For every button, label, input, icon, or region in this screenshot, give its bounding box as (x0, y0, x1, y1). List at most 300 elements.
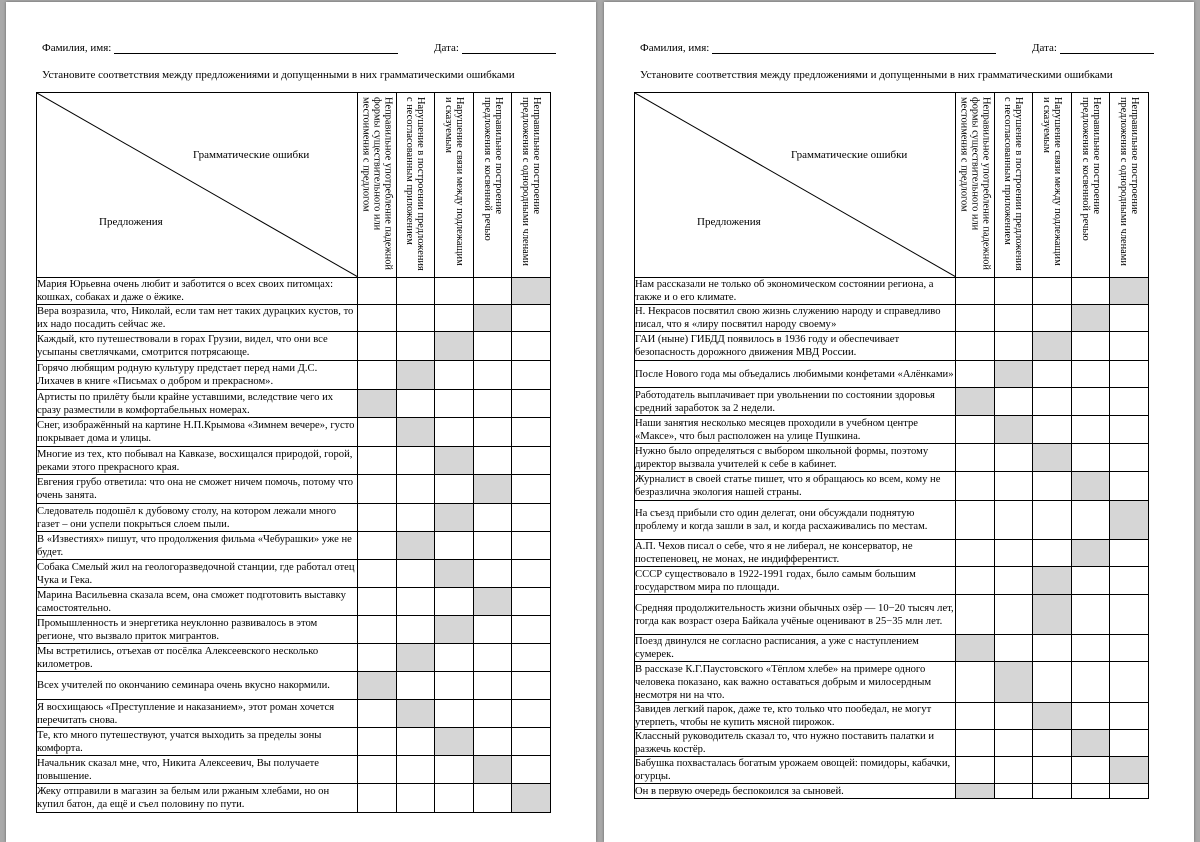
answer-cell[interactable] (473, 784, 512, 813)
table-row (635, 567, 1149, 595)
answer-cell[interactable] (1033, 388, 1072, 416)
worksheet-page-right (604, 2, 1194, 842)
table-row (635, 757, 1149, 784)
table-row (37, 361, 551, 390)
answer-cell[interactable] (473, 447, 512, 475)
error-column-label: Неправильное построение предложения с косвенной речью (481, 97, 504, 241)
error-column-label: Неправильное построение предложения с однородными членами (520, 97, 543, 266)
answer-cell[interactable] (396, 504, 435, 532)
answer-cell[interactable] (396, 447, 435, 475)
answer-cell[interactable] (435, 278, 474, 305)
answer-cell[interactable] (396, 475, 435, 504)
answer-cell[interactable] (512, 700, 551, 728)
answer-cell-shaded (435, 728, 474, 756)
answer-cell[interactable] (956, 567, 995, 595)
answer-cell[interactable] (358, 504, 397, 532)
answer-cell[interactable] (994, 388, 1033, 416)
answer-cell-shaded (1110, 757, 1149, 784)
answer-cell[interactable] (473, 560, 512, 588)
answer-cell-shaded (396, 418, 435, 447)
answer-cell[interactable] (1033, 540, 1072, 567)
error-column-label: Неправильное употребление падежной формы существительного или местоимения с предлогом (360, 97, 394, 270)
error-column-label: Нарушение в построении предложения с несогласованным приложением (1002, 97, 1025, 271)
sentence-cell: Н. Некрасов посвятил свою жизнь служению народу и справедливо писал, что я «лиру посвятил народу своему» (635, 305, 956, 332)
answer-cell[interactable] (994, 757, 1033, 784)
answer-cell[interactable] (358, 644, 397, 672)
answer-cell[interactable] (358, 560, 397, 588)
answer-cell[interactable] (1071, 703, 1110, 730)
answer-cell[interactable] (994, 332, 1033, 361)
date-label: Дата: (434, 42, 459, 54)
answer-cell[interactable] (512, 672, 551, 700)
table-row (37, 447, 551, 475)
answer-cell[interactable] (994, 501, 1033, 540)
table-row (37, 475, 551, 504)
answer-cell[interactable] (435, 532, 474, 560)
answer-cell[interactable] (396, 560, 435, 588)
answer-cell[interactable] (1033, 416, 1072, 444)
answer-cell[interactable] (473, 504, 512, 532)
answer-cell-shaded (1071, 540, 1110, 567)
answer-cell[interactable] (512, 560, 551, 588)
answer-cell[interactable] (512, 532, 551, 560)
answer-cell[interactable] (1071, 361, 1110, 388)
answer-cell-shaded (1071, 305, 1110, 332)
answer-cell[interactable] (358, 305, 397, 332)
answer-cell-shaded (435, 447, 474, 475)
table-row (37, 588, 551, 616)
table-header-row (635, 93, 1149, 278)
answer-cell[interactable] (473, 672, 512, 700)
diagonal-header-cell (37, 93, 358, 278)
error-column-label: Нарушение в построении предложения с несогласованным приложением (404, 97, 427, 271)
answer-cell[interactable] (358, 616, 397, 644)
answer-cell[interactable] (435, 784, 474, 813)
sentence-cell: Нужно было определяться с выбором школьной формы, поэтому директор вызвала учителей к себе в кабинет. (635, 444, 956, 472)
answer-cell-shaded (1033, 444, 1072, 472)
table-row (37, 700, 551, 728)
answer-cell[interactable] (358, 784, 397, 813)
sentence-cell: Вера возразила, что, Николай, если там нет таких дурацких кустов, то их надо посадить сейчас же. (37, 305, 358, 332)
answer-cell[interactable] (956, 662, 995, 703)
worksheet-page-left (6, 2, 596, 842)
answer-cell[interactable] (1110, 472, 1149, 501)
answer-cell[interactable] (396, 616, 435, 644)
sentences-axis-label: Предложения (697, 216, 761, 228)
sentence-cell: Наши занятия несколько месяцев проходили в учебном центре «Максе», что был расположен на улице Пушкина. (635, 416, 956, 444)
answer-cell[interactable] (1033, 635, 1072, 662)
answer-cell[interactable] (435, 305, 474, 332)
answer-cell[interactable] (358, 700, 397, 728)
answer-cell-shaded (956, 784, 995, 799)
answer-cell[interactable] (396, 390, 435, 418)
answer-cell[interactable] (396, 588, 435, 616)
answer-cell[interactable] (1110, 730, 1149, 757)
answer-cell[interactable] (1033, 501, 1072, 540)
answer-cell[interactable] (512, 616, 551, 644)
sentence-cell: Собака Смелый жил на геологоразведочной станции, где работал отец Чука и Гека. (37, 560, 358, 588)
answer-cell[interactable] (512, 305, 551, 332)
answer-cell[interactable] (1033, 278, 1072, 305)
answer-cell[interactable] (1071, 595, 1110, 635)
table-row (635, 703, 1149, 730)
answer-cell[interactable] (1033, 757, 1072, 784)
answer-cell[interactable] (956, 361, 995, 388)
answer-cell-shaded (1071, 730, 1110, 757)
answer-cell[interactable] (512, 588, 551, 616)
diagonal-line (37, 93, 358, 277)
sentences-axis-label: Предложения (99, 216, 163, 228)
error-column-label: Нарушение связи между подлежащим и сказуемым (442, 97, 465, 266)
errors-axis-label: Грамматические ошибки (791, 149, 908, 161)
answer-cell[interactable] (512, 756, 551, 784)
answer-cell[interactable] (1110, 361, 1149, 388)
table-row (37, 644, 551, 672)
answer-cell[interactable] (512, 361, 551, 390)
sentence-cell: Многие из тех, кто побывал на Кавказе, восхищался природой, горой, реками этого прекрасного края. (37, 447, 358, 475)
answer-cell[interactable] (473, 728, 512, 756)
diagonal-divider (37, 93, 358, 277)
answer-cell[interactable] (1110, 567, 1149, 595)
table-row (635, 444, 1149, 472)
answer-cell[interactable] (956, 472, 995, 501)
sentence-cell: А.П. Чехов писал о себе, что я не либерал, не консерватор, не постепеновец, не монах, не индифферентист. (635, 540, 956, 567)
table-row (37, 616, 551, 644)
sentence-cell: Начальник сказал мне, что, Никита Алексеевич, Вы получаете повышение. (37, 756, 358, 784)
answer-cell[interactable] (1071, 416, 1110, 444)
table-row (37, 504, 551, 532)
sentence-cell: После Нового года мы объедались любимыми конфетами «Алёнками» (635, 361, 956, 388)
answer-cell[interactable] (994, 703, 1033, 730)
answer-cell[interactable] (1071, 757, 1110, 784)
answer-cell-shaded (435, 616, 474, 644)
answer-cell-shaded (1033, 703, 1072, 730)
sentence-cell: Следователь подошёл к дубовому столу, на котором лежали много газет – они успели покрыться слоем пыли. (37, 504, 358, 532)
answer-cell-shaded (435, 560, 474, 588)
table-row (635, 332, 1149, 361)
sentence-cell: Евгения грубо ответила: что она не сможет ничем помочь, потому что очень занята. (37, 475, 358, 504)
answer-cell[interactable] (512, 418, 551, 447)
table-row (37, 278, 551, 305)
table-row (635, 540, 1149, 567)
answer-cell[interactable] (473, 361, 512, 390)
answer-cell[interactable] (358, 588, 397, 616)
answer-cell[interactable] (1071, 501, 1110, 540)
error-column-header-4 (473, 93, 512, 278)
error-column-header-2 (396, 93, 435, 278)
diagonal-divider (635, 93, 956, 277)
name-label: Фамилия, имя: (42, 42, 112, 54)
answer-cell[interactable] (994, 472, 1033, 501)
answer-cell[interactable] (956, 703, 995, 730)
answer-cell[interactable] (1110, 416, 1149, 444)
answer-cell[interactable] (512, 504, 551, 532)
date-field-row (1032, 42, 1154, 54)
name-blank-line[interactable] (114, 42, 398, 54)
answer-cell-shaded (512, 278, 551, 305)
answer-cell[interactable] (473, 278, 512, 305)
answer-cell[interactable] (435, 418, 474, 447)
table-row (635, 595, 1149, 635)
sentence-cell: Артисты по прилёту были крайне уставшими, вследствие чего их сразу разместили в комфортабельных номерах. (37, 390, 358, 418)
answer-cell[interactable] (1110, 635, 1149, 662)
answer-cell[interactable] (435, 672, 474, 700)
answer-cell[interactable] (956, 332, 995, 361)
answer-cell[interactable] (1071, 635, 1110, 662)
answer-cell-shaded (396, 644, 435, 672)
sentence-cell: Каждый, кто путешествовали в горах Грузии, видел, что они все усыпаны светлячками, смотрится потрясающе. (37, 332, 358, 361)
answer-cell[interactable] (473, 616, 512, 644)
sentence-cell: Жеку отправили в магазин за белым или ржаным хлебами, но он купил батон, да ещё и съел половину по пути. (37, 784, 358, 813)
sentence-cell: Всех учителей по окончанию семинара очень вкусно накормили. (37, 672, 358, 700)
answer-cell-shaded (1071, 472, 1110, 501)
answer-cell[interactable] (1110, 784, 1149, 799)
error-column-header-1 (956, 93, 995, 278)
error-column-label: Неправильное построение предложения с однородными членами (1118, 97, 1141, 266)
answer-cell-shaded (994, 361, 1033, 388)
sentence-cell: Поезд двинулся не согласно расписания, а уже с наступлением сумерек. (635, 635, 956, 662)
answer-cell[interactable] (956, 305, 995, 332)
answer-cell[interactable] (994, 540, 1033, 567)
answer-cell[interactable] (473, 390, 512, 418)
answer-cell-shaded (396, 532, 435, 560)
matching-table-right (634, 92, 1149, 799)
answer-cell[interactable] (435, 390, 474, 418)
answer-cell[interactable] (473, 332, 512, 361)
answer-cell[interactable] (956, 757, 995, 784)
sentence-cell: Работодатель выплачивает при увольнении по состоянии здоровья средний заработок за 2 недели. (635, 388, 956, 416)
answer-cell[interactable] (435, 756, 474, 784)
answer-cell[interactable] (1033, 784, 1072, 799)
table-row (37, 332, 551, 361)
sentence-cell: Журналист в своей статье пишет, что я обращаюсь ко всем, кому не безразлична экология нашей страны. (635, 472, 956, 501)
sentence-cell: Нам рассказали не только об экономическом состоянии региона, а также и о его климате. (635, 278, 956, 305)
answer-cell[interactable] (1071, 444, 1110, 472)
answer-cell-shaded (512, 784, 551, 813)
answer-cell[interactable] (512, 332, 551, 361)
error-column-header-5 (1110, 93, 1149, 278)
error-column-header-3 (435, 93, 474, 278)
answer-cell[interactable] (1033, 472, 1072, 501)
name-field-row (42, 42, 398, 54)
matching-table-left (36, 92, 551, 813)
answer-cell[interactable] (512, 728, 551, 756)
table-header-row (37, 93, 551, 278)
answer-cell[interactable] (396, 672, 435, 700)
sentence-cell: ГАИ (ныне) ГИБДД появилось в 1936 году и обеспечивает безопасность дорожного движения МВД России. (635, 332, 956, 361)
table-row (635, 501, 1149, 540)
table-row (635, 278, 1149, 305)
answer-cell[interactable] (956, 444, 995, 472)
answer-cell[interactable] (1110, 662, 1149, 703)
answer-cell[interactable] (994, 595, 1033, 635)
error-column-header-3 (1033, 93, 1072, 278)
sentence-cell: В «Известиях» пишут, что продолжения фильма «Чебурашки» уже не будет. (37, 532, 358, 560)
answer-cell[interactable] (358, 447, 397, 475)
answer-cell[interactable] (435, 700, 474, 728)
error-column-label: Неправильное употребление падежной формы существительного или местоимения с предлогом (958, 97, 992, 270)
error-column-header-5 (512, 93, 551, 278)
answer-cell[interactable] (396, 305, 435, 332)
sentence-cell: Мы встретились, отъехав от посёлка Алексеевского несколько километров. (37, 644, 358, 672)
answer-cell[interactable] (435, 475, 474, 504)
table-row (635, 730, 1149, 757)
answer-cell-shaded (473, 475, 512, 504)
answer-cell-shaded (473, 756, 512, 784)
table-row (37, 418, 551, 447)
answer-cell-shaded (473, 305, 512, 332)
answer-cell[interactable] (473, 644, 512, 672)
table-row (635, 784, 1149, 799)
answer-cell[interactable] (1071, 567, 1110, 595)
name-label: Фамилия, имя: (640, 42, 710, 54)
answer-cell[interactable] (994, 784, 1033, 799)
answer-cell-shaded (435, 332, 474, 361)
sentence-cell: Я восхищаюсь «Преступление и наказанием», этот роман хочется перечитать снова. (37, 700, 358, 728)
date-blank-line[interactable] (462, 42, 556, 54)
answer-cell[interactable] (396, 728, 435, 756)
error-column-header-4 (1071, 93, 1110, 278)
answer-cell[interactable] (358, 418, 397, 447)
answer-cell[interactable] (396, 278, 435, 305)
answer-cell-shaded (473, 588, 512, 616)
answer-cell-shaded (396, 361, 435, 390)
answer-cell[interactable] (1110, 703, 1149, 730)
table-row (635, 416, 1149, 444)
answer-cell[interactable] (1033, 305, 1072, 332)
table-row (635, 472, 1149, 501)
answer-cell[interactable] (956, 278, 995, 305)
answer-cell[interactable] (358, 756, 397, 784)
answer-cell[interactable] (435, 644, 474, 672)
answer-cell-shaded (435, 504, 474, 532)
table-row (37, 672, 551, 700)
answer-cell[interactable] (358, 361, 397, 390)
answer-cell[interactable] (358, 532, 397, 560)
answer-cell[interactable] (512, 475, 551, 504)
instruction-text: Установите соответствия между предложениями и допущенными в них грамматическими ошибками (640, 69, 1113, 81)
answer-cell[interactable] (1110, 305, 1149, 332)
answer-cell[interactable] (473, 418, 512, 447)
answer-cell[interactable] (994, 278, 1033, 305)
answer-cell[interactable] (1071, 784, 1110, 799)
sentence-cell: Бабушка похвасталась богатым урожаем овощей: помидоры, кабачки, огурцы. (635, 757, 956, 784)
answer-cell-shaded (994, 662, 1033, 703)
answer-cell[interactable] (1110, 332, 1149, 361)
answer-cell[interactable] (1110, 444, 1149, 472)
answer-cell[interactable] (994, 567, 1033, 595)
table-row (37, 532, 551, 560)
date-field-row (434, 42, 556, 54)
answer-cell[interactable] (1071, 388, 1110, 416)
answer-cell[interactable] (473, 700, 512, 728)
errors-axis-label: Грамматические ошибки (193, 149, 310, 161)
name-blank-line[interactable] (712, 42, 996, 54)
answer-cell[interactable] (435, 361, 474, 390)
sentence-cell: Средняя продолжительность жизни обычных озёр — 10−20 тысяч лет, тогда как возраст озера Байкала учёные оценивают в 25−35 млн лет. (635, 595, 956, 635)
sentence-cell: Те, кто много путешествуют, учатся выходить за пределы зоны комфорта. (37, 728, 358, 756)
answer-cell-shaded (994, 416, 1033, 444)
error-column-header-2 (994, 93, 1033, 278)
answer-cell[interactable] (1033, 361, 1072, 388)
answer-cell-shaded (956, 635, 995, 662)
answer-cell-shaded (1033, 332, 1072, 361)
answer-cell[interactable] (396, 332, 435, 361)
sentence-cell: Снег, изображённый на картине Н.П.Крымова «Зимнем вечере», густо покрывает дома и улицы. (37, 418, 358, 447)
answer-cell[interactable] (1110, 595, 1149, 635)
answer-cell-shaded (956, 388, 995, 416)
answer-cell[interactable] (1071, 662, 1110, 703)
answer-cell[interactable] (994, 730, 1033, 757)
answer-cell[interactable] (358, 728, 397, 756)
answer-cell[interactable] (994, 635, 1033, 662)
sentence-cell: Промышленность и энергетика неуклонно развивалось в этом регионе, что вызвало приток мигрантов. (37, 616, 358, 644)
answer-cell[interactable] (1033, 662, 1072, 703)
answer-cell[interactable] (956, 416, 995, 444)
answer-cell[interactable] (435, 588, 474, 616)
answer-cell[interactable] (396, 784, 435, 813)
sentence-cell: В рассказе К.Г.Паустовского «Тёплом хлебе» на примере одного человека показано, как важно оставаться добрым и милосердным несмотря ни на что. (635, 662, 956, 703)
diagonal-line (635, 93, 956, 277)
answer-cell-shaded (1110, 501, 1149, 540)
answer-cell[interactable] (1033, 730, 1072, 757)
answer-cell[interactable] (1071, 332, 1110, 361)
answer-cell[interactable] (994, 305, 1033, 332)
diagonal-header-cell (635, 93, 956, 278)
answer-cell[interactable] (956, 730, 995, 757)
answer-cell[interactable] (358, 475, 397, 504)
table-row (37, 305, 551, 332)
table-row (635, 635, 1149, 662)
answer-cell[interactable] (396, 756, 435, 784)
answer-cell[interactable] (1071, 278, 1110, 305)
sentence-cell: Марина Васильевна сказала всем, она сможет подготовить выставку самостоятельно. (37, 588, 358, 616)
answer-cell-shaded (396, 700, 435, 728)
table-row (37, 390, 551, 418)
error-column-header-1 (358, 93, 397, 278)
instruction-text: Установите соответствия между предложениями и допущенными в них грамматическими ошибками (42, 69, 515, 81)
answer-cell[interactable] (956, 540, 995, 567)
error-column-label: Нарушение связи между подлежащим и сказуемым (1040, 97, 1063, 266)
answer-cell[interactable] (358, 332, 397, 361)
answer-cell-shaded (1110, 278, 1149, 305)
answer-cell-shaded (1033, 595, 1072, 635)
answer-cell[interactable] (956, 595, 995, 635)
answer-cell[interactable] (994, 444, 1033, 472)
table-row (37, 560, 551, 588)
table-row (37, 728, 551, 756)
table-row (635, 305, 1149, 332)
answer-cell-shaded (358, 672, 397, 700)
sentence-cell: Горячо любящим родную культуру предстает перед нами Д.С. Лихачев в книге «Письмах о добром и прекрасном». (37, 361, 358, 390)
date-blank-line[interactable] (1060, 42, 1154, 54)
answer-cell[interactable] (512, 447, 551, 475)
answer-cell[interactable] (512, 644, 551, 672)
answer-cell[interactable] (358, 278, 397, 305)
name-field-row (640, 42, 996, 54)
sentence-cell: Классный руководитель сказал то, что нужно поставить палатки и разжечь костёр. (635, 730, 956, 757)
answer-cell[interactable] (512, 390, 551, 418)
answer-cell-shaded (1033, 567, 1072, 595)
date-label: Дата: (1032, 42, 1057, 54)
answer-cell[interactable] (473, 532, 512, 560)
sentence-cell: СССР существовало в 1922-1991 годах, было самым большим государством мира по площади. (635, 567, 956, 595)
table-row (635, 662, 1149, 703)
answer-cell[interactable] (956, 501, 995, 540)
table-row (635, 361, 1149, 388)
answer-cell[interactable] (1110, 388, 1149, 416)
answer-cell[interactable] (1110, 540, 1149, 567)
